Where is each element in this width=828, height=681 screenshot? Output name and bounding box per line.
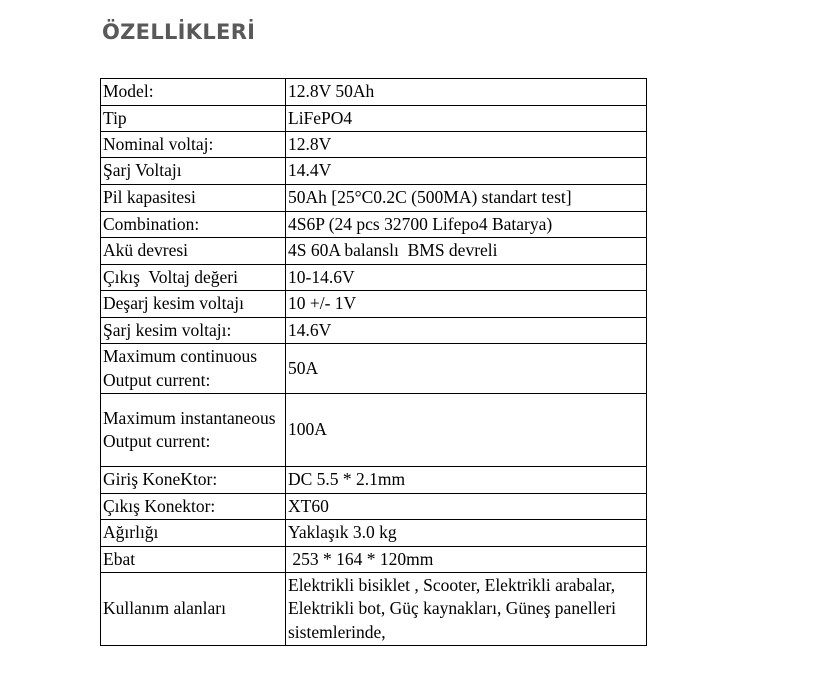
spec-label: Şarj Voltajı bbox=[101, 158, 286, 185]
spec-value: 12.8V 50Ah bbox=[286, 79, 647, 106]
spec-value: 10-14.6V bbox=[286, 265, 647, 291]
page-title: ÖZELLİKLERİ bbox=[102, 20, 256, 44]
table-row bbox=[101, 79, 647, 106]
spec-value: 50A bbox=[286, 344, 647, 394]
table-row bbox=[101, 238, 647, 265]
spec-label: Çıkış Voltaj değeri bbox=[101, 265, 286, 291]
table-row bbox=[101, 467, 647, 494]
spec-label: Akü devresi bbox=[101, 238, 286, 265]
spec-label: Model: bbox=[101, 79, 286, 106]
spec-label: Tip bbox=[101, 106, 286, 132]
table-row bbox=[101, 265, 647, 291]
table-row bbox=[101, 212, 647, 238]
table-row bbox=[101, 158, 647, 185]
table-row bbox=[101, 394, 647, 467]
table-row bbox=[101, 547, 647, 573]
spec-label: Şarj kesim voltajı: bbox=[101, 318, 286, 344]
table-row bbox=[101, 520, 647, 547]
spec-value: 4S 60A balanslı BMS devreli bbox=[286, 238, 647, 265]
table-row bbox=[101, 185, 647, 212]
spec-label: Pil kapasitesi bbox=[101, 185, 286, 212]
spec-label: Combination: bbox=[101, 212, 286, 238]
spec-value: XT60 bbox=[286, 494, 647, 520]
specifications-table bbox=[100, 78, 647, 646]
spec-label: Ebat bbox=[101, 547, 286, 573]
table-row bbox=[101, 132, 647, 158]
spec-value: 253 * 164 * 120mm bbox=[286, 547, 647, 573]
table-row bbox=[101, 291, 647, 318]
spec-label: Çıkış Konektor: bbox=[101, 494, 286, 520]
spec-value: Yaklaşık 3.0 kg bbox=[286, 520, 647, 547]
spec-value: 12.8V bbox=[286, 132, 647, 158]
spec-value: 100A bbox=[286, 394, 647, 467]
spec-value: Elektrikli bisiklet , Scooter, Elektrikli arabalar, Elektrikli bot, Güç kaynakları, Güneş panelleri sistemlerinde, bbox=[286, 573, 647, 646]
spec-value: 14.6V bbox=[286, 318, 647, 344]
spec-label: Giriş KoneKtor: bbox=[101, 467, 286, 494]
spec-value: LiFePO4 bbox=[286, 106, 647, 132]
spec-label: Ağırlığı bbox=[101, 520, 286, 547]
spec-label: Kullanım alanları bbox=[101, 573, 286, 646]
table-row bbox=[101, 494, 647, 520]
table-row bbox=[101, 344, 647, 394]
spec-value: DC 5.5 * 2.1mm bbox=[286, 467, 647, 494]
spec-label: Nominal voltaj: bbox=[101, 132, 286, 158]
table-row bbox=[101, 318, 647, 344]
spec-value: 4S6P (24 pcs 32700 Lifepo4 Batarya) bbox=[286, 212, 647, 238]
spec-value: 10 +/- 1V bbox=[286, 291, 647, 318]
table-row bbox=[101, 573, 647, 646]
spec-value: 14.4V bbox=[286, 158, 647, 185]
spec-label: Maximum continuous Output current: bbox=[101, 344, 286, 394]
spec-label: Maximum instantaneous Output current: bbox=[101, 394, 286, 467]
spec-value: 50Ah [25°C0.2C (500MA) standart test] bbox=[286, 185, 647, 212]
table-row bbox=[101, 106, 647, 132]
spec-label: Deşarj kesim voltajı bbox=[101, 291, 286, 318]
